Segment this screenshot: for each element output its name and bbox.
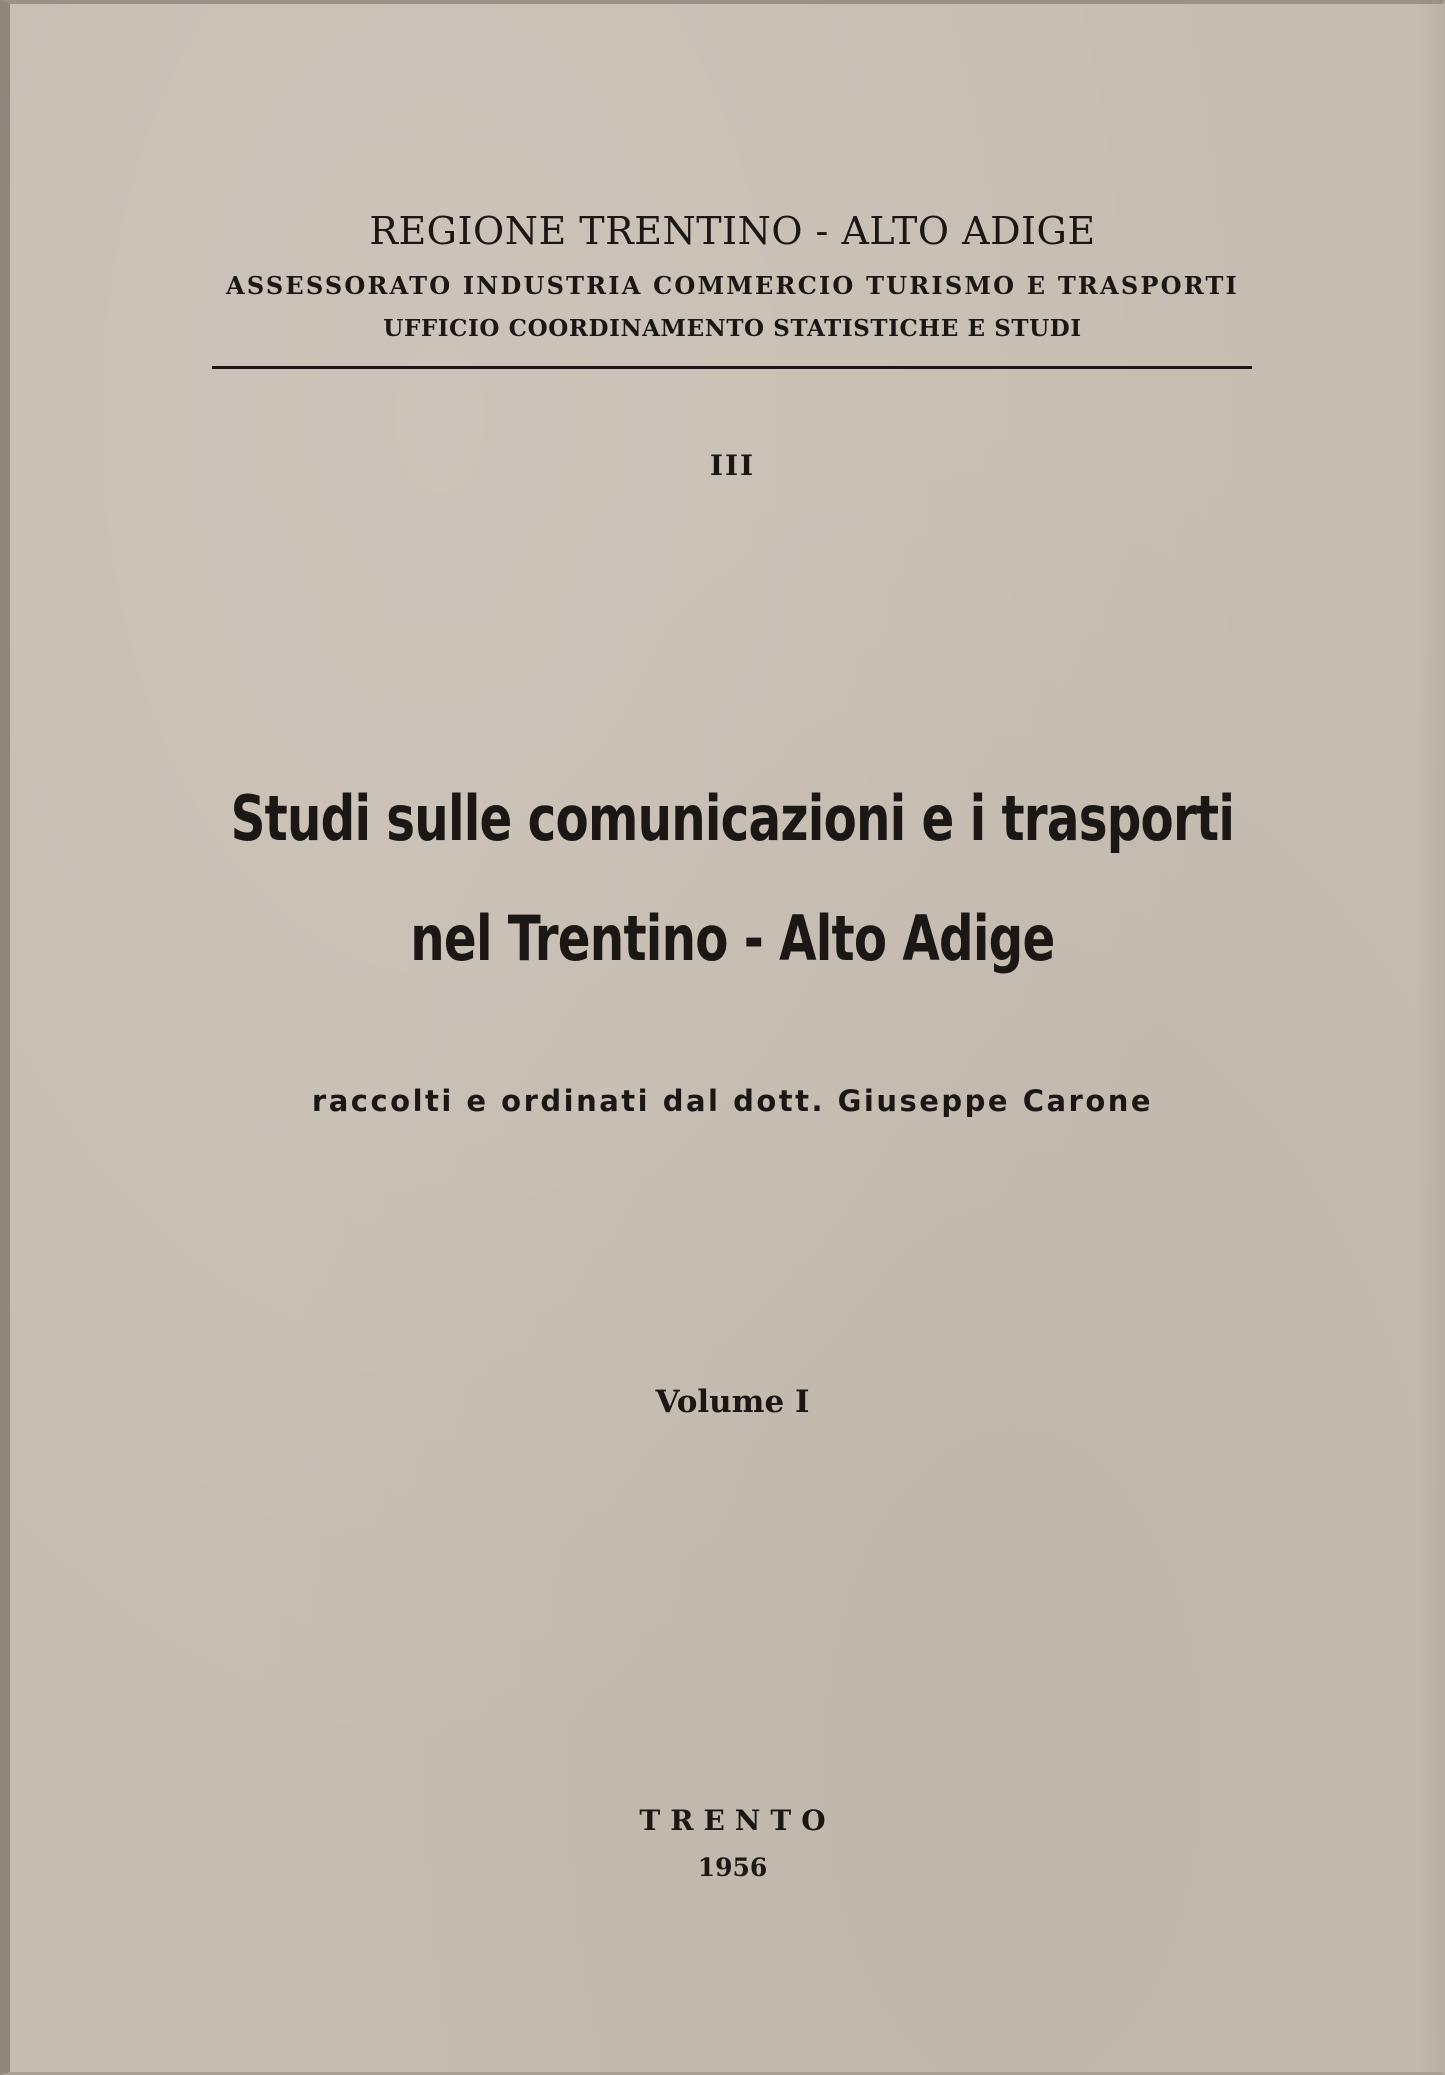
title-line-2: nel Trentino - Alto Adige [410, 902, 1055, 975]
series-number: III [709, 449, 756, 482]
imprint-city: TRENTO [639, 1804, 836, 1837]
office-heading: UFFICIO COORDINAMENTO STATISTICHE E STUDI [383, 315, 1082, 342]
header-rule [212, 366, 1252, 369]
author-line: raccolti e ordinati dal dott. Giuseppe Carone [311, 1084, 1154, 1118]
imprint-year: 1956 [697, 1853, 768, 1882]
volume-label: Volume I [655, 1384, 810, 1420]
department-heading: ASSESSORATO INDUSTRIA COMMERCIO TURISMO E TRASPORTI [226, 271, 1239, 300]
title-line-1: Studi sulle comunicazioni e i trasporti [230, 782, 1235, 855]
region-heading: REGIONE TRENTINO - ALTO ADIGE [369, 209, 1096, 253]
